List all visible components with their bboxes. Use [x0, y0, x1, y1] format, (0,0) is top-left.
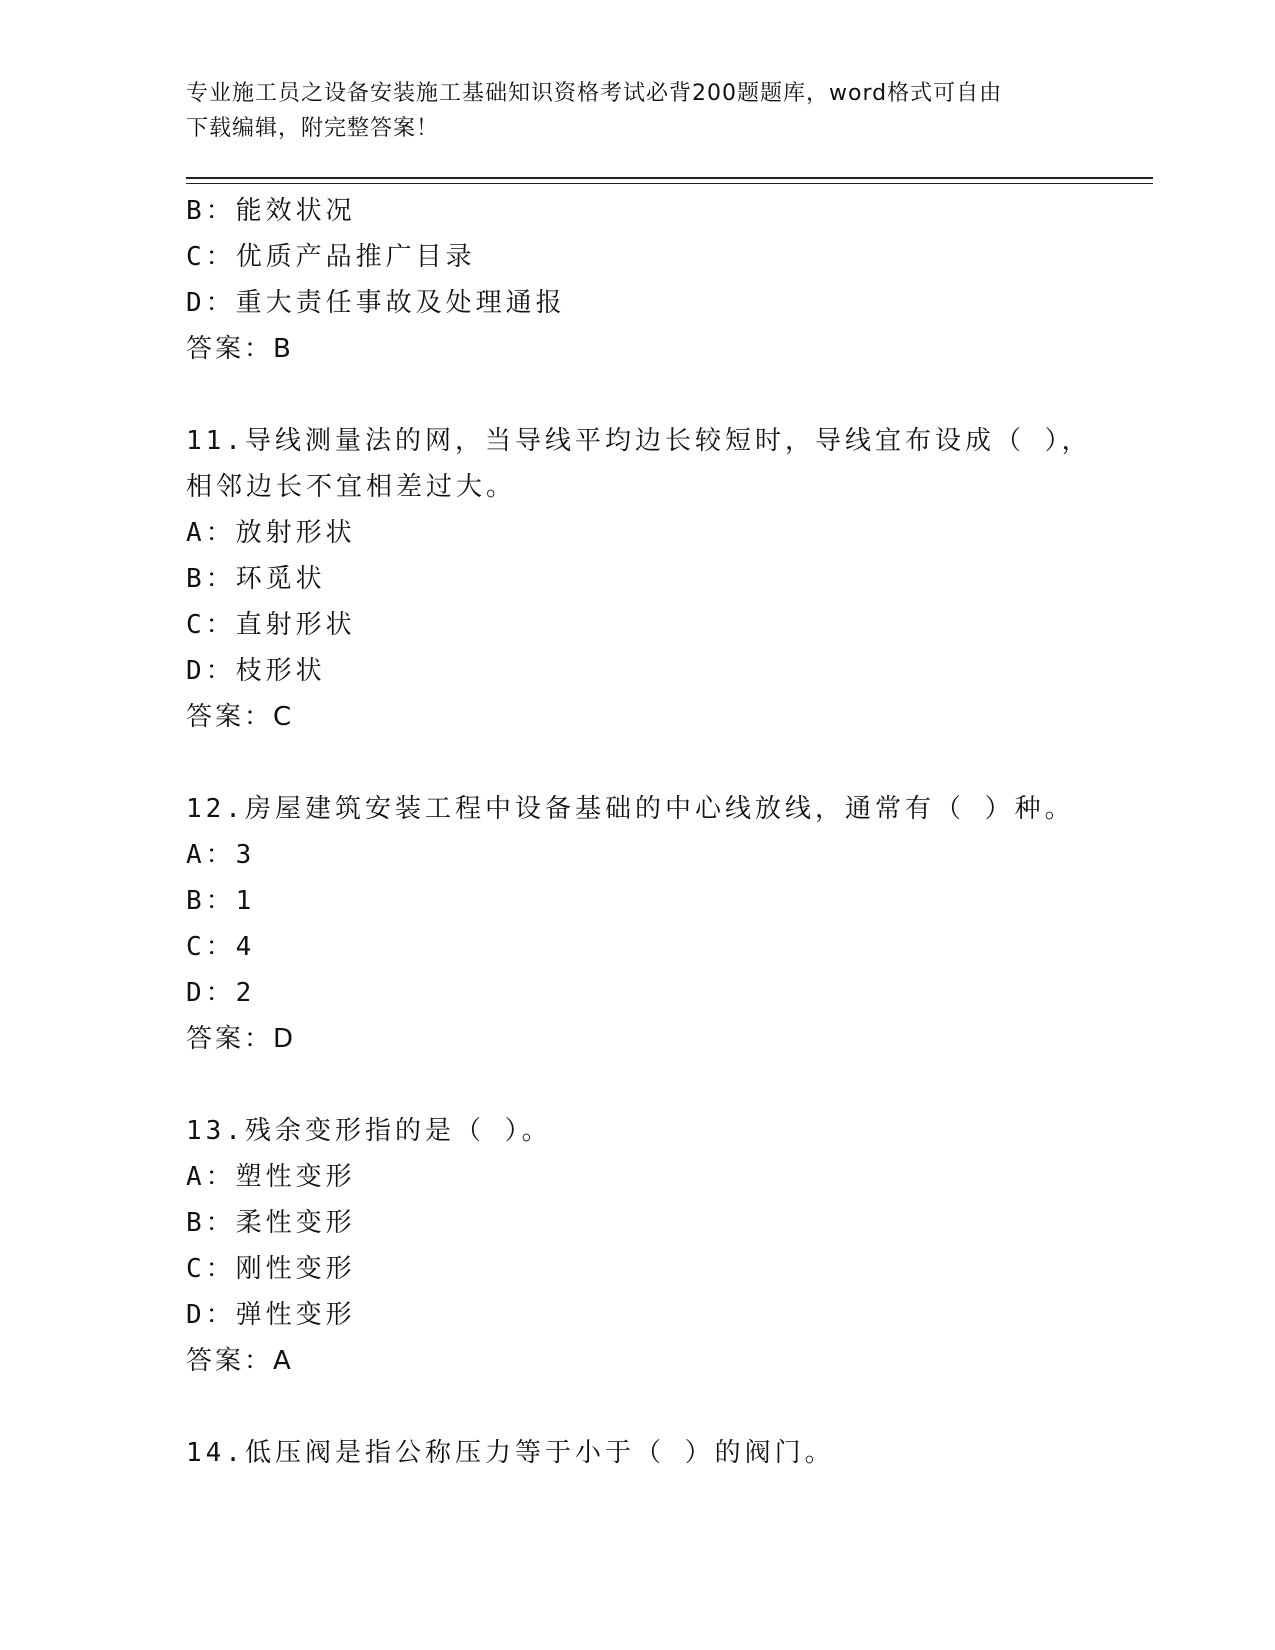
option-c: C：直射形状: [186, 610, 356, 640]
question-stem-continued: 相邻边长不宜相差过大。: [186, 472, 517, 502]
spacer: [186, 740, 1086, 786]
option-c: C：刚性变形: [186, 1254, 356, 1284]
spacer: [186, 1062, 1086, 1108]
option-a: A：塑性变形: [186, 1162, 356, 1192]
question-block-14: [186, 1430, 1086, 1476]
header-divider-thick: [186, 177, 1153, 179]
option-b: B：1: [186, 886, 256, 916]
option-b: B：环觅状: [186, 564, 326, 594]
question-stem: 13.残余变形指的是（ ）。: [186, 1116, 552, 1146]
option-d: D：弹性变形: [186, 1300, 356, 1330]
option-b: B：柔性变形: [186, 1208, 356, 1238]
spacer: [186, 372, 1086, 418]
answer-line: 答案：B: [186, 334, 294, 364]
spacer: [186, 1384, 1086, 1430]
answer-line: 答案：D: [186, 1024, 297, 1054]
option-b: B：能效状况: [186, 196, 356, 226]
header-divider-thin: [186, 183, 1153, 184]
question-block-13: [186, 1108, 1086, 1384]
question-stem: 11.导线测量法的网，当导线平均边长较短时，导线宜布设成（ ），: [186, 426, 1092, 456]
question-block-11: [186, 418, 1092, 740]
answer-line: 答案：C: [186, 702, 295, 732]
header-line-2: 下载编辑，附完整答案！: [186, 116, 440, 141]
question-block-12: [186, 786, 1086, 1062]
option-c: C：优质产品推广目录: [186, 242, 476, 272]
answer-line: 答案：A: [186, 1346, 294, 1376]
question-block-10: [186, 188, 1086, 372]
option-d: D：重大责任事故及处理通报: [186, 288, 566, 318]
option-c: C：4: [186, 932, 256, 962]
question-content: [186, 188, 1092, 1476]
question-stem: 14.低压阀是指公称压力等于小于（ ）的阀门。: [186, 1438, 835, 1468]
document-header: [186, 76, 1066, 146]
question-stem: 12.房屋建筑安装工程中设备基础的中心线放线，通常有（ ）种。: [186, 794, 1075, 824]
option-a: A：放射形状: [186, 518, 356, 548]
header-line-1: 专业施工员之设备安装施工基础知识资格考试必背200题题库，word格式可自由: [186, 81, 1003, 106]
option-d: D：2: [186, 978, 256, 1008]
option-a: A：3: [186, 840, 256, 870]
option-d: D：枝形状: [186, 656, 326, 686]
